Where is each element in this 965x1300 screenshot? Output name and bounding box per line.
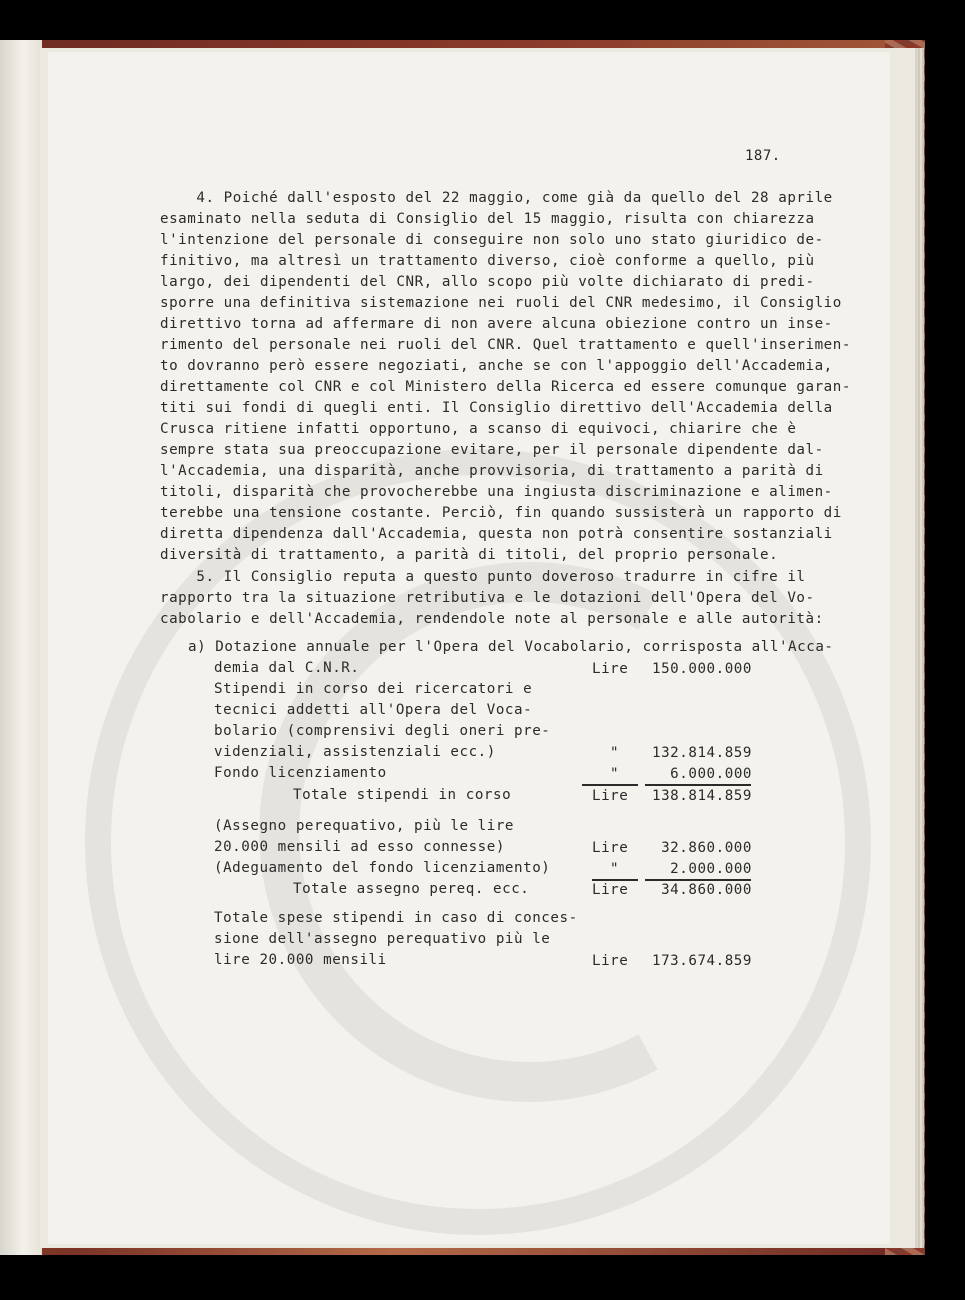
paragraph-line: sporre una definitiva sistemazione nei ruoli del CNR medesimo, il Consiglio (160, 295, 842, 311)
paragraph-line: sempre stata sua preoccupazione evitare, per il personale dipendente dal- (160, 442, 824, 458)
stipendi-label: bolario (comprensivi degli oneri pre- (214, 723, 551, 739)
totale-assegno-label: Totale assegno pereq. ecc. (293, 881, 530, 897)
paragraph-line: l'Accademia, una disparità, anche provvisoria, di trattamento a parità di (160, 463, 824, 479)
amount-dotazione: 150.000.000 (651, 661, 752, 677)
adeguamento-label: (Adeguamento del fondo licenziamento) (214, 860, 551, 876)
paragraph-line: rapporto tra la situazione retributiva e le dotazioni dell'Opera del Vo- (160, 590, 815, 606)
sum-rule (592, 879, 638, 881)
totale-spese-label: sione dell'assegno perequativo più le (214, 931, 551, 947)
ditto-mark: " (610, 861, 620, 877)
paragraph-line: esaminato nella seduta di Consiglio del 15 maggio, risulta con chiarezza (160, 211, 815, 227)
currency-label: Lire (592, 788, 629, 804)
totale-spese-label: lire 20.000 mensili (214, 952, 387, 968)
assegno-label: (Assegno perequativo, più le lire (214, 818, 515, 834)
amount-fondo: 6.000.000 (670, 766, 752, 782)
totale-stipendi-label: Totale stipendi in corso (293, 787, 512, 803)
amount-totale-spese: 173.674.859 (651, 953, 752, 969)
totale-spese-label: Totale spese stipendi in caso di conces- (214, 910, 578, 926)
document-page (48, 52, 890, 1244)
paragraph-line: direttivo torna ad affermare di non avere alcuna obiezione contro un inse- (160, 316, 833, 332)
amount-assegno: 32.860.000 (661, 840, 752, 856)
currency-label: Lire (592, 882, 629, 898)
page-number: 187. (745, 148, 781, 164)
amount-adeguamento: 2.000.000 (670, 861, 752, 877)
fondo-label: Fondo licenziamento (214, 765, 387, 781)
paragraph-line: diversità di trattamento, a parità di titoli, del proprio personale. (160, 547, 779, 563)
paragraph-line: Crusca ritiene infatti opportuno, a scanso di equivoci, chiarire che è (160, 421, 797, 437)
item-a-label-cont: demia dal C.N.R. (214, 660, 360, 676)
ditto-mark: " (610, 745, 620, 761)
stipendi-label: tecnici addetti all'Opera del Voca- (214, 702, 533, 718)
paragraph-line: titoli, disparità che provocherebbe una ingiusta discriminazione e alimen- (160, 484, 833, 500)
paragraph-line: cabolario e dell'Accademia, rendendole note al personale e alle autorità: (160, 611, 824, 627)
paragraph-line: direttamente col CNR e col Ministero della Ricerca ed essere comunque garan- (160, 379, 851, 395)
currency-label: Lire (592, 953, 629, 969)
paragraph-line: largo, dei dipendenti del CNR, allo scopo più volte dichiarato di predi- (160, 274, 815, 290)
item-a-label: a) Dotazione annuale per l'Opera del Vocabolario, corrisposta all'Acca- (188, 639, 834, 655)
paragraph-line: l'intenzione del personale di conseguire non solo uno stato giuridico de- (160, 232, 824, 248)
stipendi-label: videnziali, assistenziali ecc.) (214, 744, 496, 760)
paragraph-line: finitivo, ma altresì un trattamento diverso, cioè conforme a quello, più (160, 253, 815, 269)
paragraph-line: 5. Il Consiglio reputa a questo punto doveroso tradurre in cifre il (160, 569, 806, 585)
sum-rule (582, 784, 638, 786)
sum-rule (645, 879, 751, 881)
currency-label: Lire (592, 661, 629, 677)
amount-stipendi: 132.814.859 (651, 745, 752, 761)
ditto-mark: " (610, 766, 620, 782)
paragraph-line: terebbe una tensione costante. Perciò, fin quando sussisterà un rapporto di (160, 505, 842, 521)
sum-rule (645, 784, 751, 786)
stipendi-label: Stipendi in corso dei ricercatori e (214, 681, 533, 697)
paragraph-line: titi sui fondi di quegli enti. Il Consiglio direttivo dell'Accademia della (160, 400, 833, 416)
left-page-edge (0, 40, 42, 1255)
amount-totale-stipendi: 138.814.859 (651, 788, 752, 804)
paragraph-line: rimento del personale nei ruoli del CNR. Quel trattamento e quell'inserimen- (160, 337, 851, 353)
assegno-label: 20.000 mensili ad esso connesse) (214, 839, 505, 855)
paragraph-line: 4. Poiché dall'esposto del 22 maggio, come già da quello del 28 aprile (160, 190, 833, 206)
paragraph-line: diretta dipendenza dall'Accademia, questa non potrà consentire sostanziali (160, 526, 833, 542)
amount-totale-assegno: 34.860.000 (661, 882, 752, 898)
paragraph-line: to dovranno però essere negoziati, anche se con l'appoggio dell'Accademia, (160, 358, 833, 374)
currency-label: Lire (592, 840, 629, 856)
